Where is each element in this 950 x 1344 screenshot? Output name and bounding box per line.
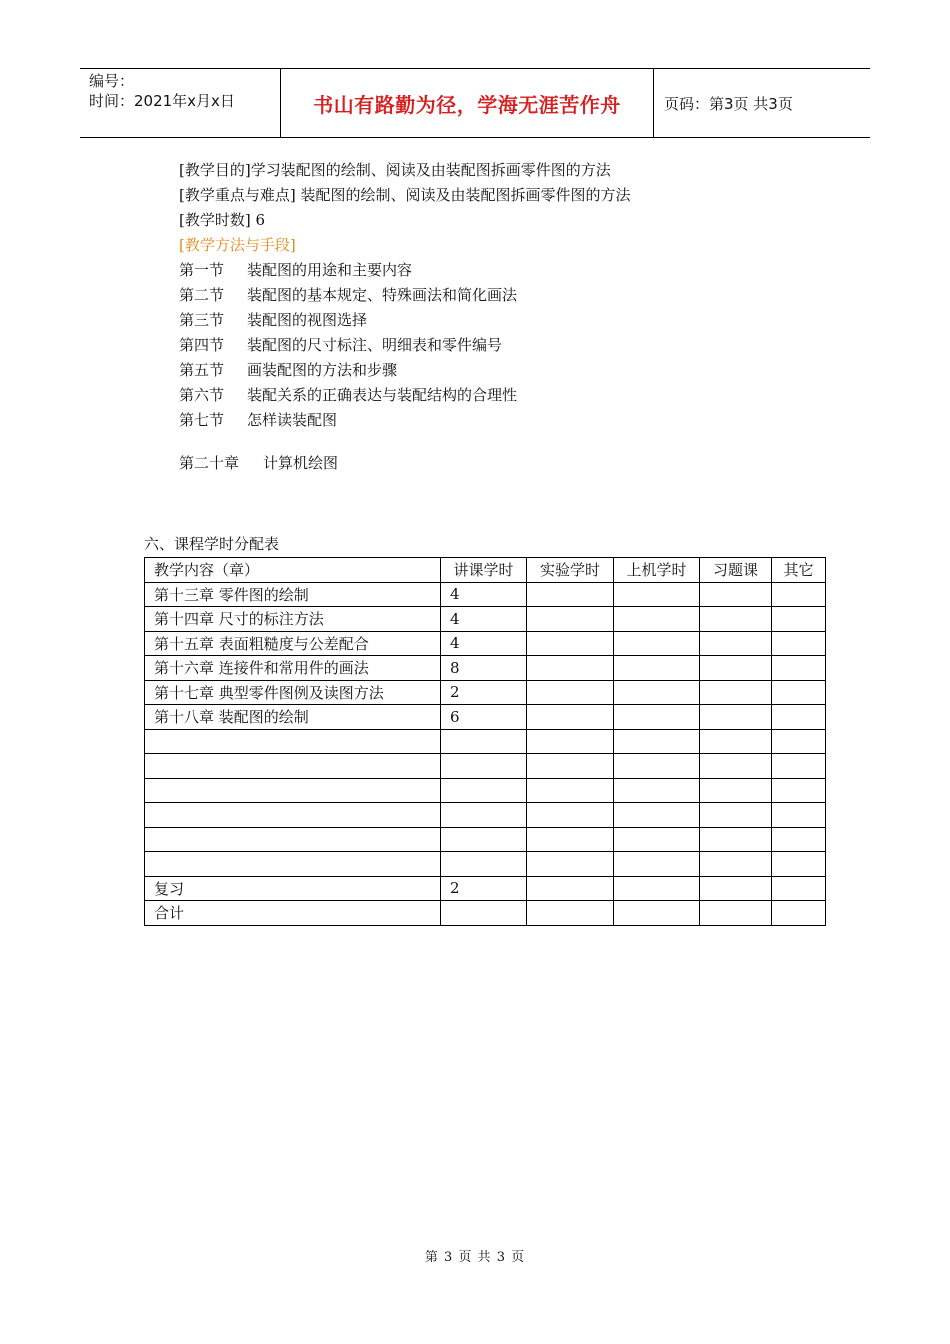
key-points: [教学重点与难点] 装配图的绘制、阅读及由装配图拆画零件图的方法	[179, 186, 631, 204]
table-row	[145, 656, 826, 681]
table-cell	[772, 656, 826, 681]
table-header-row	[145, 558, 826, 583]
table-cell: 第十六章 连接件和常用件的画法	[145, 656, 441, 681]
table-cell	[614, 729, 700, 754]
section-item	[179, 333, 630, 358]
table-cell	[700, 876, 772, 901]
section-item	[179, 308, 630, 333]
table-cell	[700, 901, 772, 926]
section-title: 画装配图的方法和步骤	[247, 361, 398, 379]
column-header: 教学内容（章）	[145, 558, 441, 583]
table-row	[145, 852, 826, 877]
page-footer: 第 3 页 共 3 页	[424, 1250, 526, 1265]
table-cell	[614, 852, 700, 877]
table-cell: 6	[441, 705, 527, 730]
section-item	[179, 283, 630, 308]
table-cell: 4	[441, 607, 527, 632]
table-cell	[614, 778, 700, 803]
table-cell: 2	[441, 876, 527, 901]
chapter-outline	[179, 158, 630, 476]
section-title: 装配图的用途和主要内容	[247, 261, 413, 279]
table-row	[145, 876, 826, 901]
table-cell	[772, 705, 826, 730]
table-cell	[527, 607, 614, 632]
chapter-title: 计算机绘图	[263, 454, 339, 472]
table-title: 六、课程学时分配表	[144, 535, 280, 553]
section-title: 装配图的视图选择	[247, 311, 368, 329]
table-cell	[527, 852, 614, 877]
section-item	[179, 383, 630, 408]
header-meta	[80, 69, 281, 137]
table-cell	[527, 582, 614, 607]
table-cell	[772, 901, 826, 926]
table-cell	[772, 876, 826, 901]
table-cell	[527, 729, 614, 754]
table-cell	[527, 680, 614, 705]
section-list	[179, 258, 630, 433]
table-cell	[772, 778, 826, 803]
table-cell	[772, 680, 826, 705]
table-row	[145, 582, 826, 607]
table-row	[145, 754, 826, 779]
section-number: 第七节	[179, 411, 225, 429]
table-cell	[441, 803, 527, 828]
column-header: 讲课学时	[441, 558, 527, 583]
table-row	[145, 607, 826, 632]
section-item	[179, 408, 630, 433]
table-cell: 第十八章 装配图的绘制	[145, 705, 441, 730]
table-cell: 2	[441, 680, 527, 705]
table-cell	[772, 852, 826, 877]
header-motto: 书山有路勤为径，学海无涯苦作舟	[281, 69, 654, 137]
section-title: 装配图的基本规定、特殊画法和简化画法	[247, 286, 518, 304]
table-cell	[145, 729, 441, 754]
table-cell	[441, 852, 527, 877]
table-cell	[614, 607, 700, 632]
table-cell	[527, 656, 614, 681]
table-cell	[614, 876, 700, 901]
table-cell	[527, 827, 614, 852]
table-cell	[527, 803, 614, 828]
section-number: 第六节	[179, 386, 225, 404]
hours-distribution-table	[144, 557, 826, 926]
teaching-methods: [教学方法与手段]	[179, 236, 296, 254]
teaching-hours: [教学时数] 6	[179, 211, 266, 229]
table-row	[145, 778, 826, 803]
table-cell	[441, 754, 527, 779]
column-header: 上机学时	[614, 558, 700, 583]
table-cell	[772, 754, 826, 779]
table-cell	[700, 754, 772, 779]
table-cell	[772, 803, 826, 828]
table-cell	[527, 778, 614, 803]
table-cell: 8	[441, 656, 527, 681]
table-cell	[700, 729, 772, 754]
table-cell	[441, 729, 527, 754]
table-cell	[614, 827, 700, 852]
table-cell	[145, 754, 441, 779]
column-header: 习题课	[700, 558, 772, 583]
table-cell	[700, 803, 772, 828]
table-cell: 合计	[145, 901, 441, 926]
table-cell	[700, 827, 772, 852]
table-cell	[772, 582, 826, 607]
table-row	[145, 729, 826, 754]
chapter-number: 第二十章	[179, 454, 240, 472]
column-header: 其它	[772, 558, 826, 583]
table-cell: 第十五章 表面粗糙度与公差配合	[145, 631, 441, 656]
table-cell	[441, 778, 527, 803]
date-label: 时间：2021年x月x日	[89, 92, 235, 110]
table-cell: 第十七章 典型零件图例及读图方法	[145, 680, 441, 705]
section-number: 第三节	[179, 311, 225, 329]
table-cell	[700, 852, 772, 877]
section-number: 第五节	[179, 361, 225, 379]
table-row	[145, 631, 826, 656]
table-cell	[772, 607, 826, 632]
section-number: 第四节	[179, 336, 225, 354]
table-row	[145, 680, 826, 705]
next-chapter	[179, 451, 630, 476]
table-cell	[527, 754, 614, 779]
table-cell	[700, 582, 772, 607]
table-cell	[772, 729, 826, 754]
table-cell	[527, 631, 614, 656]
table-cell	[700, 656, 772, 681]
table-cell	[614, 656, 700, 681]
table-row	[145, 827, 826, 852]
table-cell	[145, 778, 441, 803]
table-cell	[772, 827, 826, 852]
table-cell	[527, 876, 614, 901]
table-cell: 4	[441, 631, 527, 656]
section-title: 装配关系的正确表达与装配结构的合理性	[247, 386, 518, 404]
table-cell	[700, 631, 772, 656]
teaching-objective: [教学目的]学习装配图的绘制、阅读及由装配图拆画零件图的方法	[179, 161, 611, 179]
table-cell	[700, 680, 772, 705]
section-item	[179, 358, 630, 383]
table-cell	[441, 827, 527, 852]
table-cell	[700, 778, 772, 803]
section-item	[179, 258, 630, 283]
table-row	[145, 705, 826, 730]
table-cell	[145, 803, 441, 828]
table-cell: 第十三章 零件图的绘制	[145, 582, 441, 607]
table-row	[145, 901, 826, 926]
number-label: 编号：	[89, 72, 135, 90]
table-cell	[441, 901, 527, 926]
table-cell	[145, 852, 441, 877]
table-cell	[700, 607, 772, 632]
table-row	[145, 803, 826, 828]
table-cell	[700, 705, 772, 730]
table-cell	[614, 803, 700, 828]
column-header: 实验学时	[527, 558, 614, 583]
table-cell	[614, 582, 700, 607]
section-title: 装配图的尺寸标注、明细表和零件编号	[247, 336, 503, 354]
table-cell	[614, 754, 700, 779]
table-cell	[614, 901, 700, 926]
table-cell: 复习	[145, 876, 441, 901]
table-cell	[527, 705, 614, 730]
section-number: 第二节	[179, 286, 225, 304]
table-cell: 4	[441, 582, 527, 607]
table-cell: 第十四章 尺寸的标注方法	[145, 607, 441, 632]
table-cell	[772, 631, 826, 656]
section-title: 怎样读装配图	[247, 411, 338, 429]
table-cell	[527, 901, 614, 926]
page-header	[80, 68, 870, 138]
header-page-info: 页码：第3页 共3页	[664, 94, 793, 113]
table-cell	[614, 680, 700, 705]
table-cell	[614, 705, 700, 730]
table-cell	[145, 827, 441, 852]
table-cell	[614, 631, 700, 656]
section-number: 第一节	[179, 261, 225, 279]
